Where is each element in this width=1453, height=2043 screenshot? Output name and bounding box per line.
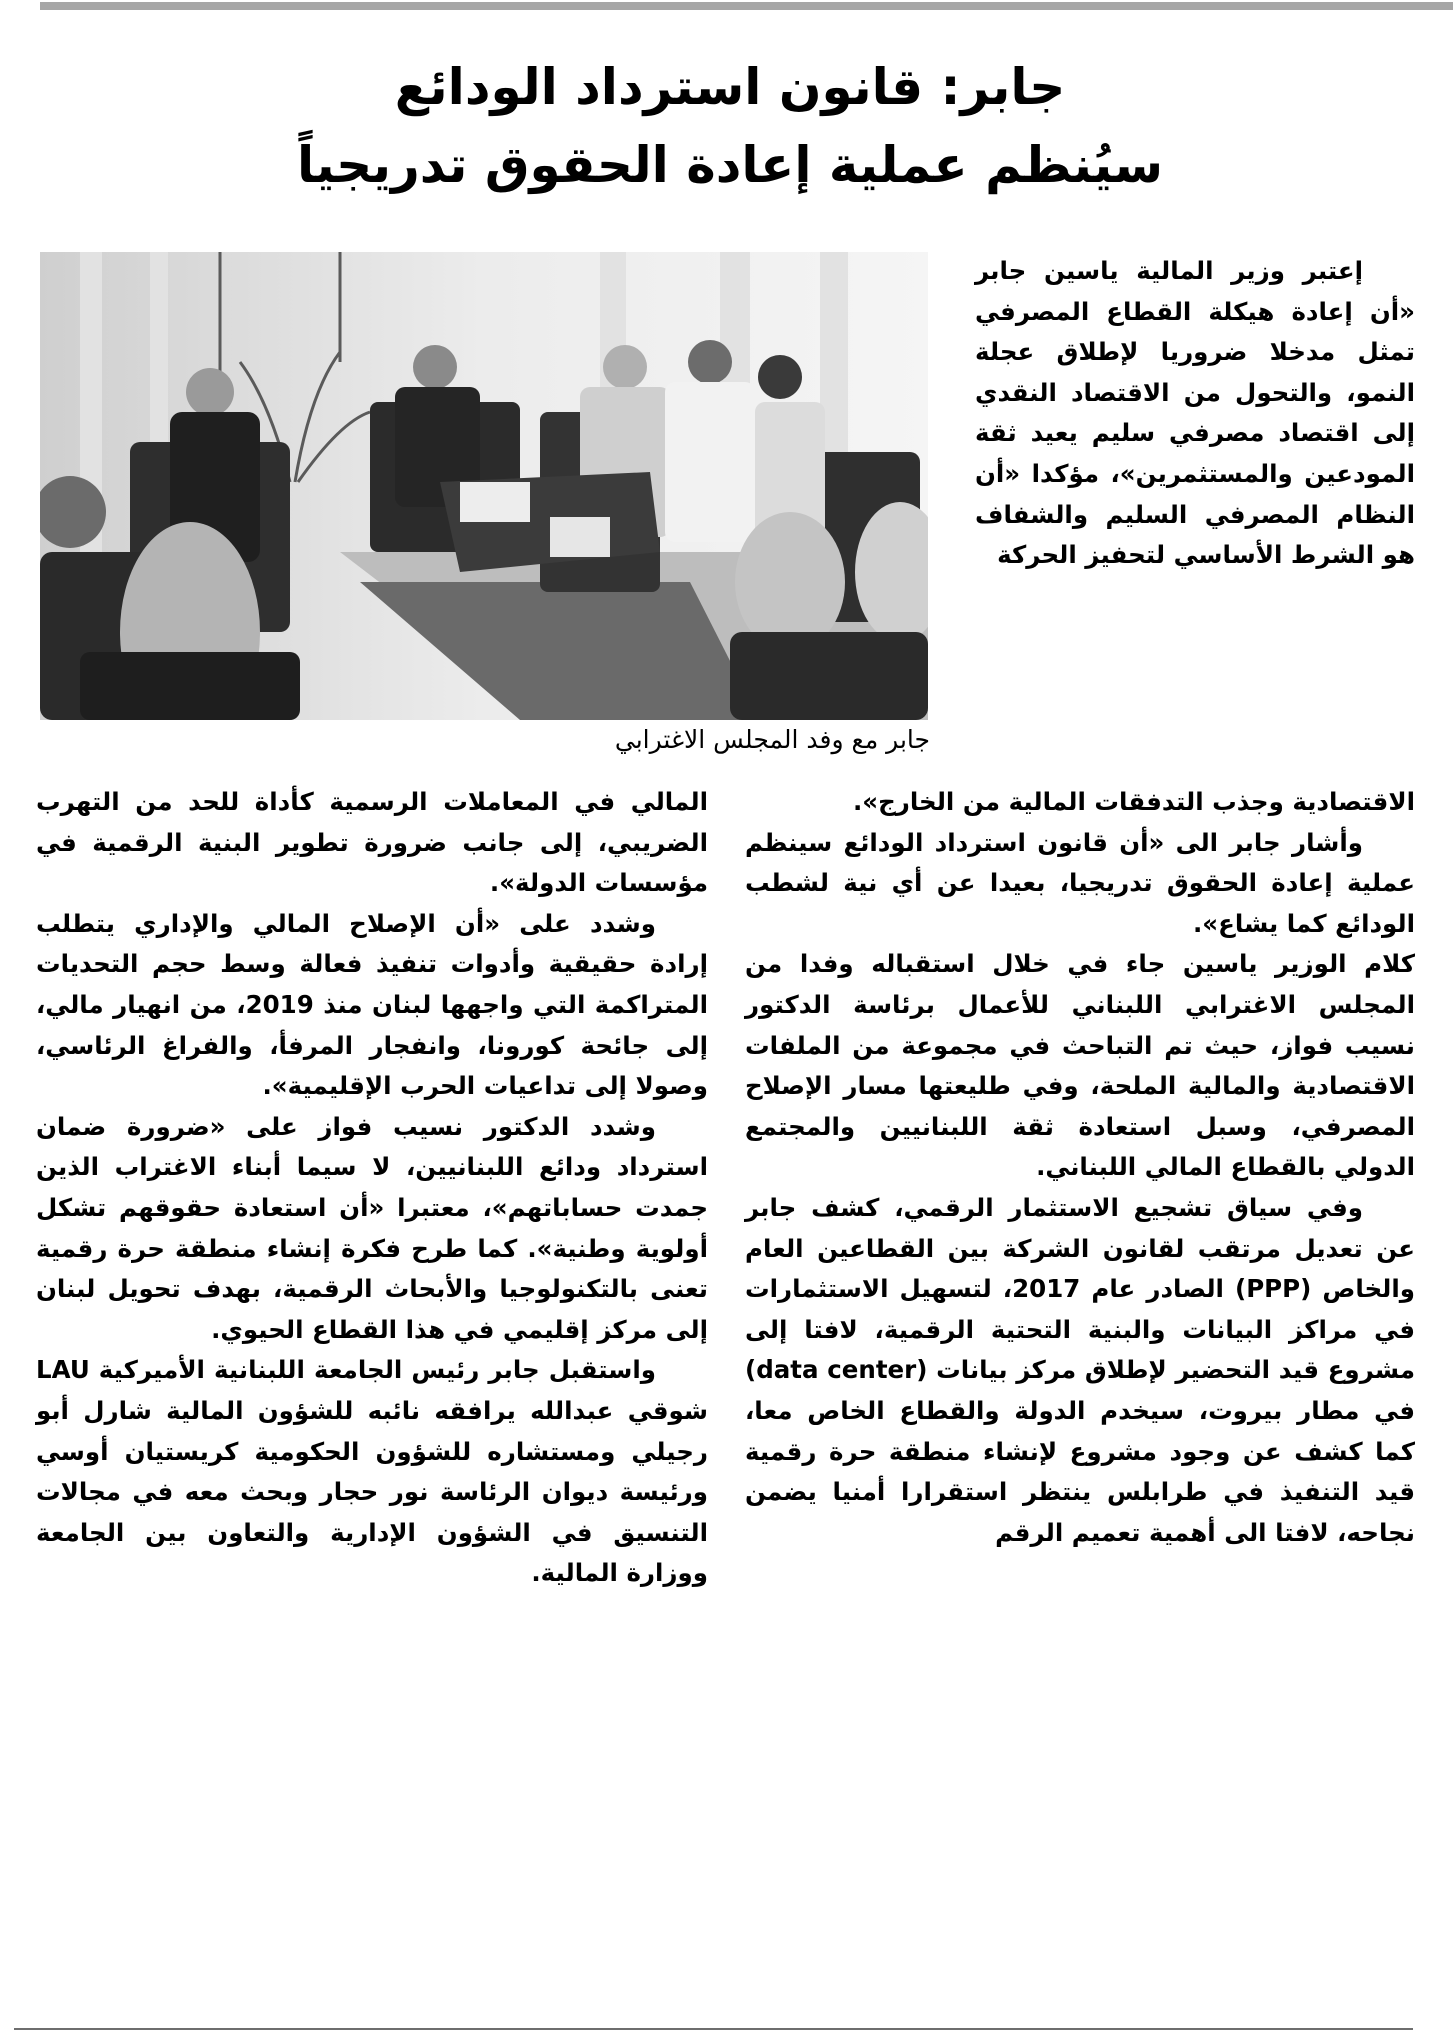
article-paragraph: وشدد الدكتور نسيب فواز على «ضرورة ضمان استرداد ودائع اللبنانيين، لا سيما أبناء الاغتراب الذين جمدت حساباتهم»، معتبرا «أن استعادة حقوقهم تشكل أولوية وطنية». كما طرح فكرة إنشاء منطقة حرة رقمية تعنى بالتكنولوجيا والأبحاث الرقمية، بهدف تحويل لبنان إلى مركز إقليمي في هذا القطاع الحيوي. — [36, 1111, 708, 1344]
headline-line-2: سيُنظم عملية إعادة الحقوق تدريجياً — [296, 136, 1163, 194]
news-photo — [40, 252, 928, 720]
article-paragraph: وأشار جابر الى «أن قانون استرداد الودائع سينظم عملية إعادة الحقوق تدريجيا، بعيدا عن أي نية لشطب الودائع كما يشاع». — [745, 827, 1415, 938]
article-paragraph: وفي سياق تشجيع الاستثمار الرقمي، كشف جابر عن تعديل مرتقب لقانون الشركة بين القطاعين العام والخاص (PPP) الصادر عام 2017، لتسهيل الاستثمارات في مراكز البيانات والبنية التحتية الرقمية، لافتا إلى مشروع قيد التحضير لإطلاق مركز بيانات (data center) في مطار بيروت، سيخدم الدولة والقطاع الخاص معا، كما كشف عن وجود مشروع لإنشاء منطقة حرة رقمية قيد التنفيذ في طرابلس ينتظر استقرارا أمنيا يضمن نجاحه، لافتا الى أهمية تعميم الرقم — [745, 1192, 1416, 1547]
top-rule — [40, 2, 1453, 10]
headline-line-1: جابر: قانون استرداد الودائع — [394, 58, 1066, 116]
photo-caption: جابر مع وفد المجلس الاغترابي — [614, 725, 930, 754]
article-paragraph: واستقبل جابر رئيس الجامعة اللبنانية الأميركية LAU شوقي عبدالله يرافقه نائبه للشؤون المالية شارل أبو رجيلي ومستشاره للشؤون الحكومية كريستيان أوسي ورئيسة ديوان الرئاسة نور حجار وبحث معه في مجالات التنسيق في الشؤون الإدارية والتعاون بين الجامعة ووزارة المالية. — [36, 1355, 708, 1588]
bottom-rule — [14, 2028, 1413, 2030]
article-column-right-bottom — [745, 782, 1415, 1553]
article-paragraph: إعتبر وزير المالية ياسين جابر «أن إعادة هيكلة القطاع المصرفي تمثل مدخلا ضروريا لإطلاق عجلة النمو، والتحول من الاقتصاد النقدي إلى اقتصاد مصرفي سليم يعيد ثقة المودعين والمستثمرين»، مؤكدا «أن النظام المصرفي السليم والشفاف هو الشرط الأساسي لتحفيز الحركة — [975, 256, 1415, 570]
article-column-right-top — [975, 251, 1415, 576]
article-paragraph: كلام الوزير ياسين جاء في خلال استقباله وفدا من المجلس الاغترابي اللبناني للأعمال برئاسة الدكتور نسيب فواز، حيث تم التباحث في مجموعة من الملفات الاقتصادية والمالية الملحة، وفي طليعتها مسار الإصلاح المصرفي، وسبل استعادة ثقة اللبنانيين والمجتمع الدولي بالقطاع المالي اللبناني. — [745, 949, 1415, 1182]
headline — [240, 48, 1220, 204]
article-column-left — [36, 782, 708, 1594]
article-paragraph: الاقتصادية وجذب التدفقات المالية من الخارج». — [852, 787, 1415, 816]
meeting-photo-illustration — [40, 252, 928, 720]
article-paragraph: المالي في المعاملات الرسمية كأداة للحد من التهرب الضريبي، إلى جانب ضرورة تطوير البنية الرقمية في مؤسسات الدولة». — [36, 787, 708, 898]
article-paragraph: وشدد على «أن الإصلاح المالي والإداري يتطلب إرادة حقيقية وأدوات تنفيذ فعالة وسط حجم التحديات المتراكمة التي واجهها لبنان منذ 2019، من انهيار مالي، إلى جائحة كورونا، وانفجار المرفأ، والفراغ الرئاسي، وصولا إلى تداعيات الحرب الإقليمية». — [36, 908, 708, 1101]
